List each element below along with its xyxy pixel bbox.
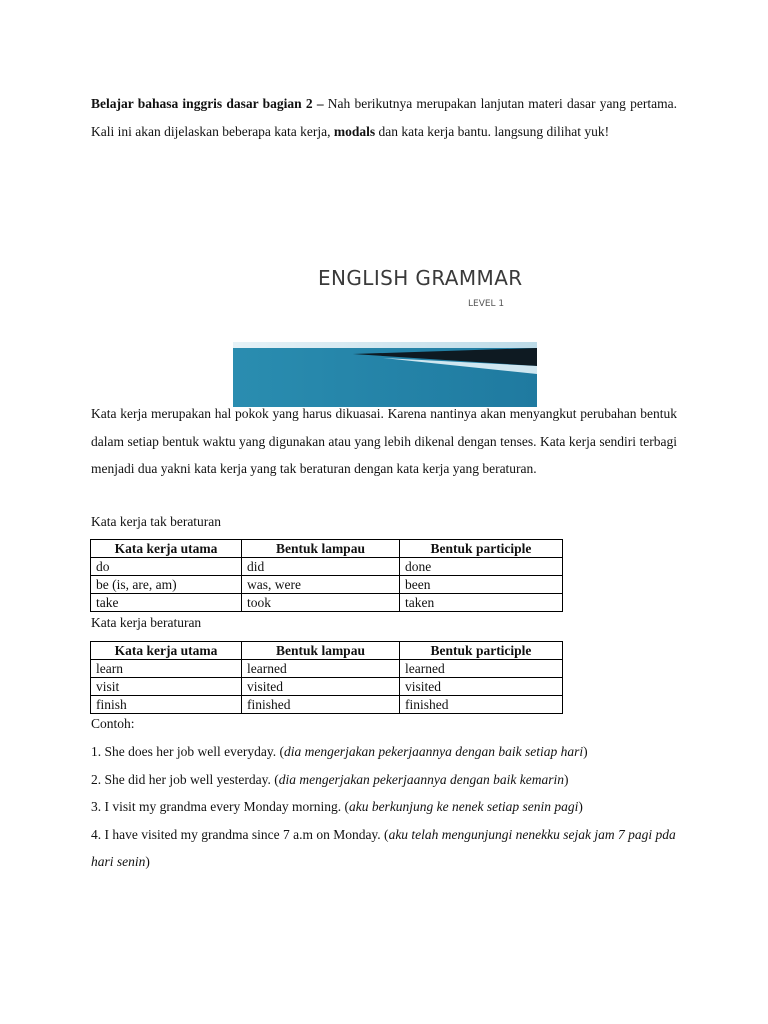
body-paragraph: Kata kerja merupakan hal pokok yang harus dikuasai. Karena nantinya akan menyangkut perubahan bentuk dalam setiap bentuk waktu yang digunakan atau yang lebih dikenal dengan tenses. Kata kerja sendiri terbagi menjadi dua yakni kata kerja yang tak beraturan dengan kata kerja yang beraturan. xyxy=(91,406,677,476)
example-close: ) xyxy=(145,854,150,869)
table-cell: learned xyxy=(242,660,400,678)
example-item xyxy=(91,766,683,794)
regular-verbs-table xyxy=(90,641,563,714)
table-row xyxy=(91,558,563,576)
example-item xyxy=(91,821,683,876)
banner-title: ENGLISH GRAMMAR xyxy=(318,266,523,290)
table-cell: finish xyxy=(91,696,242,714)
column-header: Bentuk participle xyxy=(400,540,563,558)
example-item xyxy=(91,738,683,766)
banner-light-band xyxy=(233,342,537,348)
table-cell: done xyxy=(400,558,563,576)
column-header: Bentuk participle xyxy=(400,642,563,660)
table-header-row xyxy=(91,642,563,660)
intro-dash: – xyxy=(312,96,328,111)
table-cell: take xyxy=(91,594,242,612)
table-cell: finished xyxy=(242,696,400,714)
examples-label: Contoh: xyxy=(91,716,135,731)
intro-text-1: Nah berikutnya merupakan lanjutan materi dasar yang pertama. Kali ini akan dijelaskan beberapa kata kerja, xyxy=(91,96,677,139)
banner-level: LEVEL 1 xyxy=(468,299,505,309)
table-cell: learn xyxy=(91,660,242,678)
example-close: ) xyxy=(578,799,583,814)
table-cell: taken xyxy=(400,594,563,612)
example-item xyxy=(91,793,683,821)
examples-list xyxy=(91,738,683,876)
table-cell: learned xyxy=(400,660,563,678)
table-row xyxy=(91,576,563,594)
intro-modals: modals xyxy=(333,123,376,139)
column-header: Kata kerja utama xyxy=(91,642,242,660)
english-grammar-banner xyxy=(233,262,537,407)
column-header: Bentuk lampau xyxy=(242,642,400,660)
example-close: ) xyxy=(583,744,588,759)
example-close: ) xyxy=(564,771,569,787)
example-text: 4. I have visited my grandma since 7 a.m on Monday. ( xyxy=(91,826,389,842)
table-cell: visit xyxy=(91,678,242,696)
banner-graphic xyxy=(233,342,537,407)
column-header: Kata kerja utama xyxy=(91,540,242,558)
table-cell: be (is, are, am) xyxy=(91,576,242,594)
table-cell: took xyxy=(242,594,400,612)
table-cell: visited xyxy=(242,678,400,696)
table-row xyxy=(91,594,563,612)
intro-title: Belajar bahasa inggris dasar bagian 2 xyxy=(91,96,313,111)
irregular-verbs-table xyxy=(90,539,563,612)
table-cell: finished xyxy=(400,696,563,714)
example-translation: aku telah mengunjungi nenekku sejak jam 7 pagi pda hari senin xyxy=(91,826,676,869)
table-cell: was, were xyxy=(242,576,400,594)
example-text: 1. She does her job well everyday. ( xyxy=(91,744,284,759)
table-cell: been xyxy=(400,576,563,594)
example-translation: aku berkunjung ke nenek setiap senin pagi xyxy=(348,799,579,814)
table-header-row xyxy=(91,540,563,558)
table-row xyxy=(91,660,563,678)
column-header: Bentuk lampau xyxy=(242,540,400,558)
example-text: 3. I visit my grandma every Monday morning. ( xyxy=(91,799,349,814)
table-cell: did xyxy=(242,558,400,576)
intro-text-2: dan kata kerja bantu. langsung dilihat yuk! xyxy=(375,123,610,139)
example-translation: dia mengerjakan pekerjaannya dengan baik kemarin xyxy=(278,771,565,787)
example-text: 2. She did her job well yesterday. ( xyxy=(91,771,279,787)
regular-caption: Kata kerja beraturan xyxy=(91,615,202,630)
table-cell: visited xyxy=(400,678,563,696)
table-row xyxy=(91,678,563,696)
table-row xyxy=(91,696,563,714)
intro-paragraph xyxy=(91,90,677,145)
example-translation: dia mengerjakan pekerjaannya dengan baik setiap hari xyxy=(283,744,584,759)
table-cell: do xyxy=(91,558,242,576)
irregular-caption: Kata kerja tak beraturan xyxy=(91,514,222,529)
